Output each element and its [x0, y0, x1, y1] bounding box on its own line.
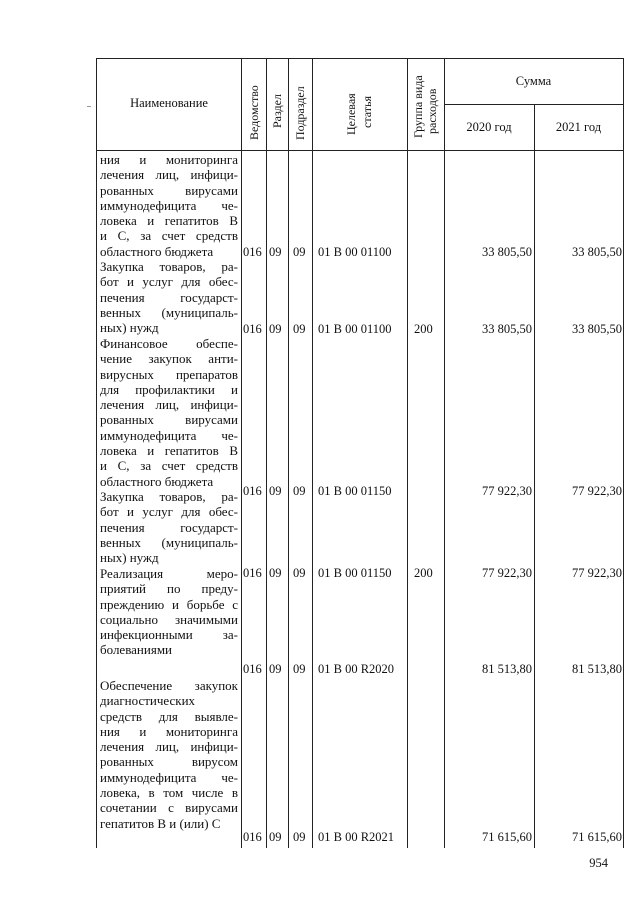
line: гепатитов В и (или) С	[100, 815, 221, 831]
row-3-2021: 77 922,30	[572, 484, 622, 498]
line: ных) нужд	[100, 320, 159, 336]
line: вирусных препаратов	[100, 366, 238, 382]
row-2-podrazdel: 09	[293, 322, 306, 336]
line: ных) нужд	[100, 550, 159, 566]
row-4-2020: 77 922,30	[482, 566, 532, 580]
col-divider-name	[241, 58, 242, 848]
row-4-group: 200	[414, 566, 433, 580]
page-number: 954	[589, 856, 608, 870]
row-5-2021: 81 513,80	[572, 662, 622, 676]
line: печения государст-	[100, 519, 238, 535]
row-4-podrazdel: 09	[293, 566, 306, 580]
table-top-border	[96, 58, 623, 59]
row-3-ved: 016	[243, 484, 262, 498]
row-4-name	[100, 489, 238, 565]
line: лечения лиц, инфици-	[100, 167, 238, 183]
margin-mark	[87, 106, 91, 107]
line: рованных вирусом	[100, 754, 238, 770]
line: Закупка товаров, ра-	[100, 489, 238, 504]
col-divider-ved	[266, 58, 267, 848]
line: ловека и гепатитов В	[100, 213, 238, 229]
table-right-border	[623, 58, 624, 848]
header-target-line1: Целевая	[344, 93, 358, 135]
header-vedomstvo: Ведомство	[247, 85, 261, 140]
row-5-ved: 016	[243, 662, 262, 676]
row-5-target: 01 В 00 R2020	[318, 662, 395, 676]
row-1-razdel: 09	[269, 245, 282, 259]
line: средств для выявле-	[100, 708, 238, 724]
header-group-line2: расходов	[425, 88, 439, 134]
line: Реализация меро-	[100, 566, 238, 581]
line: рованных вирусами	[100, 412, 238, 428]
line: ния и мониторинга	[100, 152, 238, 167]
line: преждению и борьбе с	[100, 596, 238, 612]
col-divider-podrazdel	[312, 58, 313, 848]
row-5-name	[100, 566, 238, 658]
row-2-2020: 33 805,50	[482, 322, 532, 336]
row-3-target: 01 В 00 01150	[318, 484, 392, 498]
row-6-razdel: 09	[269, 830, 282, 844]
line: сочетании с вирусами	[100, 800, 238, 816]
row-4-target: 01 В 00 01150	[318, 566, 392, 580]
line: приятий по преду-	[100, 581, 238, 597]
line: и С, за счет средств	[100, 458, 238, 474]
header-razdel: Раздел	[270, 94, 284, 128]
line: венных (муниципаль-	[100, 534, 238, 550]
header-name: Наименование	[130, 96, 208, 110]
line: диагностических	[100, 693, 196, 709]
line: областного бюджета	[100, 243, 214, 259]
row-5-podrazdel: 09	[293, 662, 306, 676]
col-divider-2020	[534, 104, 535, 848]
row-3-razdel: 09	[269, 484, 282, 498]
line: бот и услуг для обес-	[100, 274, 238, 290]
line: ловека и гепатитов В	[100, 443, 238, 459]
header-target-line2: статья	[360, 96, 374, 128]
line: Обеспечение закупок	[100, 678, 238, 693]
line: областного бюджета	[100, 473, 214, 489]
header-sum: Сумма	[515, 74, 552, 88]
header-2020: 2020 год	[466, 120, 512, 134]
row-3-2020: 77 922,30	[482, 484, 532, 498]
line: рованных вирусами	[100, 182, 238, 198]
line: ния и мониторинга	[100, 723, 238, 739]
line: ловека, в том числе в	[100, 785, 238, 801]
col-divider-razdel	[288, 58, 289, 848]
line: Финансовое обеспе-	[100, 336, 238, 351]
row-2-2021: 33 805,50	[572, 322, 622, 336]
row-2-group: 200	[414, 322, 433, 336]
table-left-border	[96, 58, 97, 848]
row-1-target: 01 В 00 01100	[318, 245, 392, 259]
header-group-line1: Группа вида	[411, 75, 425, 138]
row-5-razdel: 09	[269, 662, 282, 676]
row-1-2021: 33 805,50	[572, 245, 622, 259]
line: иммунодефицита че-	[100, 769, 238, 785]
header-bottom-border	[96, 150, 623, 151]
row-3-name	[100, 336, 238, 489]
row-2-target: 01 В 00 01100	[318, 322, 392, 336]
line: иммунодефицита че-	[100, 197, 238, 213]
row-6-target: 01 В 00 R2021	[318, 830, 395, 844]
line: лечения лиц, инфици-	[100, 397, 238, 413]
row-2-ved: 016	[243, 322, 262, 336]
line: печения государст-	[100, 289, 238, 305]
row-6-2021: 71 615,60	[572, 830, 622, 844]
row-5-2020: 81 513,80	[482, 662, 532, 676]
row-2-name	[100, 259, 238, 335]
row-6-name	[100, 678, 238, 831]
row-6-ved: 016	[243, 830, 262, 844]
line: для профилактики и	[100, 381, 238, 397]
line: и С, за счет средств	[100, 228, 238, 244]
header-podrazdel: Подраздел	[293, 86, 307, 140]
row-1-2020: 33 805,50	[482, 245, 532, 259]
row-2-razdel: 09	[269, 322, 282, 336]
line: лечения лиц, инфици-	[100, 739, 238, 755]
line: чение закупок анти-	[100, 351, 238, 367]
col-divider-target	[407, 58, 408, 848]
line: венных (муниципаль-	[100, 304, 238, 320]
row-6-podrazdel: 09	[293, 830, 306, 844]
row-3-podrazdel: 09	[293, 484, 306, 498]
row-6-2020: 71 615,60	[482, 830, 532, 844]
line: иммунодефицита че-	[100, 427, 238, 443]
line: социально значимыми	[100, 611, 238, 627]
col-divider-group	[444, 58, 445, 848]
row-1-podrazdel: 09	[293, 245, 306, 259]
line: инфекционными за-	[100, 627, 238, 643]
row-1-name	[100, 152, 238, 259]
line: Закупка товаров, ра-	[100, 259, 238, 274]
line: бот и услуг для обес-	[100, 504, 238, 520]
row-4-ved: 016	[243, 566, 262, 580]
line: болеваниями	[100, 642, 173, 658]
row-4-2021: 77 922,30	[572, 566, 622, 580]
row-4-razdel: 09	[269, 566, 282, 580]
row-1-ved: 016	[243, 245, 262, 259]
header-2021: 2021 год	[555, 120, 602, 134]
